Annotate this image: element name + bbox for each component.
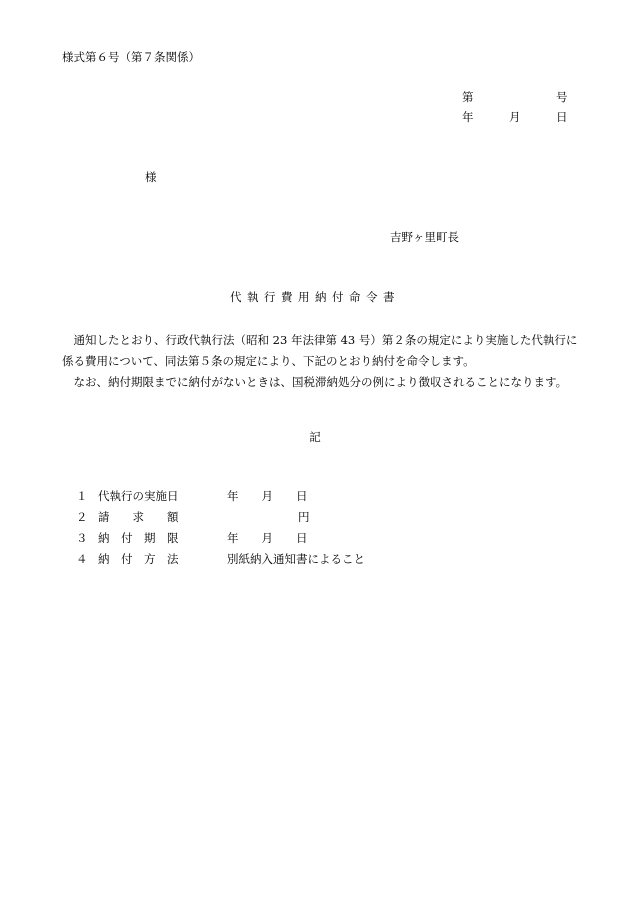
document-number-prefix: 第 bbox=[462, 90, 474, 104]
item-value: 年 月 日 bbox=[227, 531, 308, 545]
body-paragraph-1: 通知したとおり、行政代執行法（昭和 23 年法律第 43 号）第２条の規定により実施した代執行に係る費用について、同法第５条の規定により、下記のとおり納付を命令します。 bbox=[62, 333, 578, 368]
item-number: ４ bbox=[76, 552, 88, 566]
body-paragraph-2: なお、納付期限までに納付がないときは、国税滞納処分の例により徴収されることになります。 bbox=[73, 375, 568, 389]
addressee-honorific: 様 bbox=[145, 170, 157, 184]
item-value: 円 bbox=[298, 510, 310, 524]
item-value: 別紙納入通知書によること bbox=[227, 552, 365, 566]
item-number: １ bbox=[76, 489, 88, 503]
document-title: 代執行費用納付命令書 bbox=[230, 290, 400, 304]
date-year-label: 年 bbox=[462, 110, 474, 124]
issuer-name: 吉野ヶ里町長 bbox=[390, 230, 459, 244]
item-label: 納 付 方 法 bbox=[98, 552, 179, 566]
body-text bbox=[62, 330, 582, 393]
document-number-suffix: 号 bbox=[556, 90, 568, 104]
item-number: ３ bbox=[76, 531, 88, 545]
item-label: 代執行の実施日 bbox=[98, 489, 179, 503]
date-month-label: 月 bbox=[509, 110, 521, 124]
item-number: ２ bbox=[76, 510, 88, 524]
item-label: 納 付 期 限 bbox=[98, 531, 179, 545]
date-day-label: 日 bbox=[556, 110, 568, 124]
ki-label: 記 bbox=[309, 430, 321, 444]
form-number: 様式第６号（第７条関係） bbox=[62, 50, 200, 64]
item-value: 年 月 日 bbox=[227, 489, 308, 503]
item-label: 請 求 額 bbox=[98, 510, 179, 524]
